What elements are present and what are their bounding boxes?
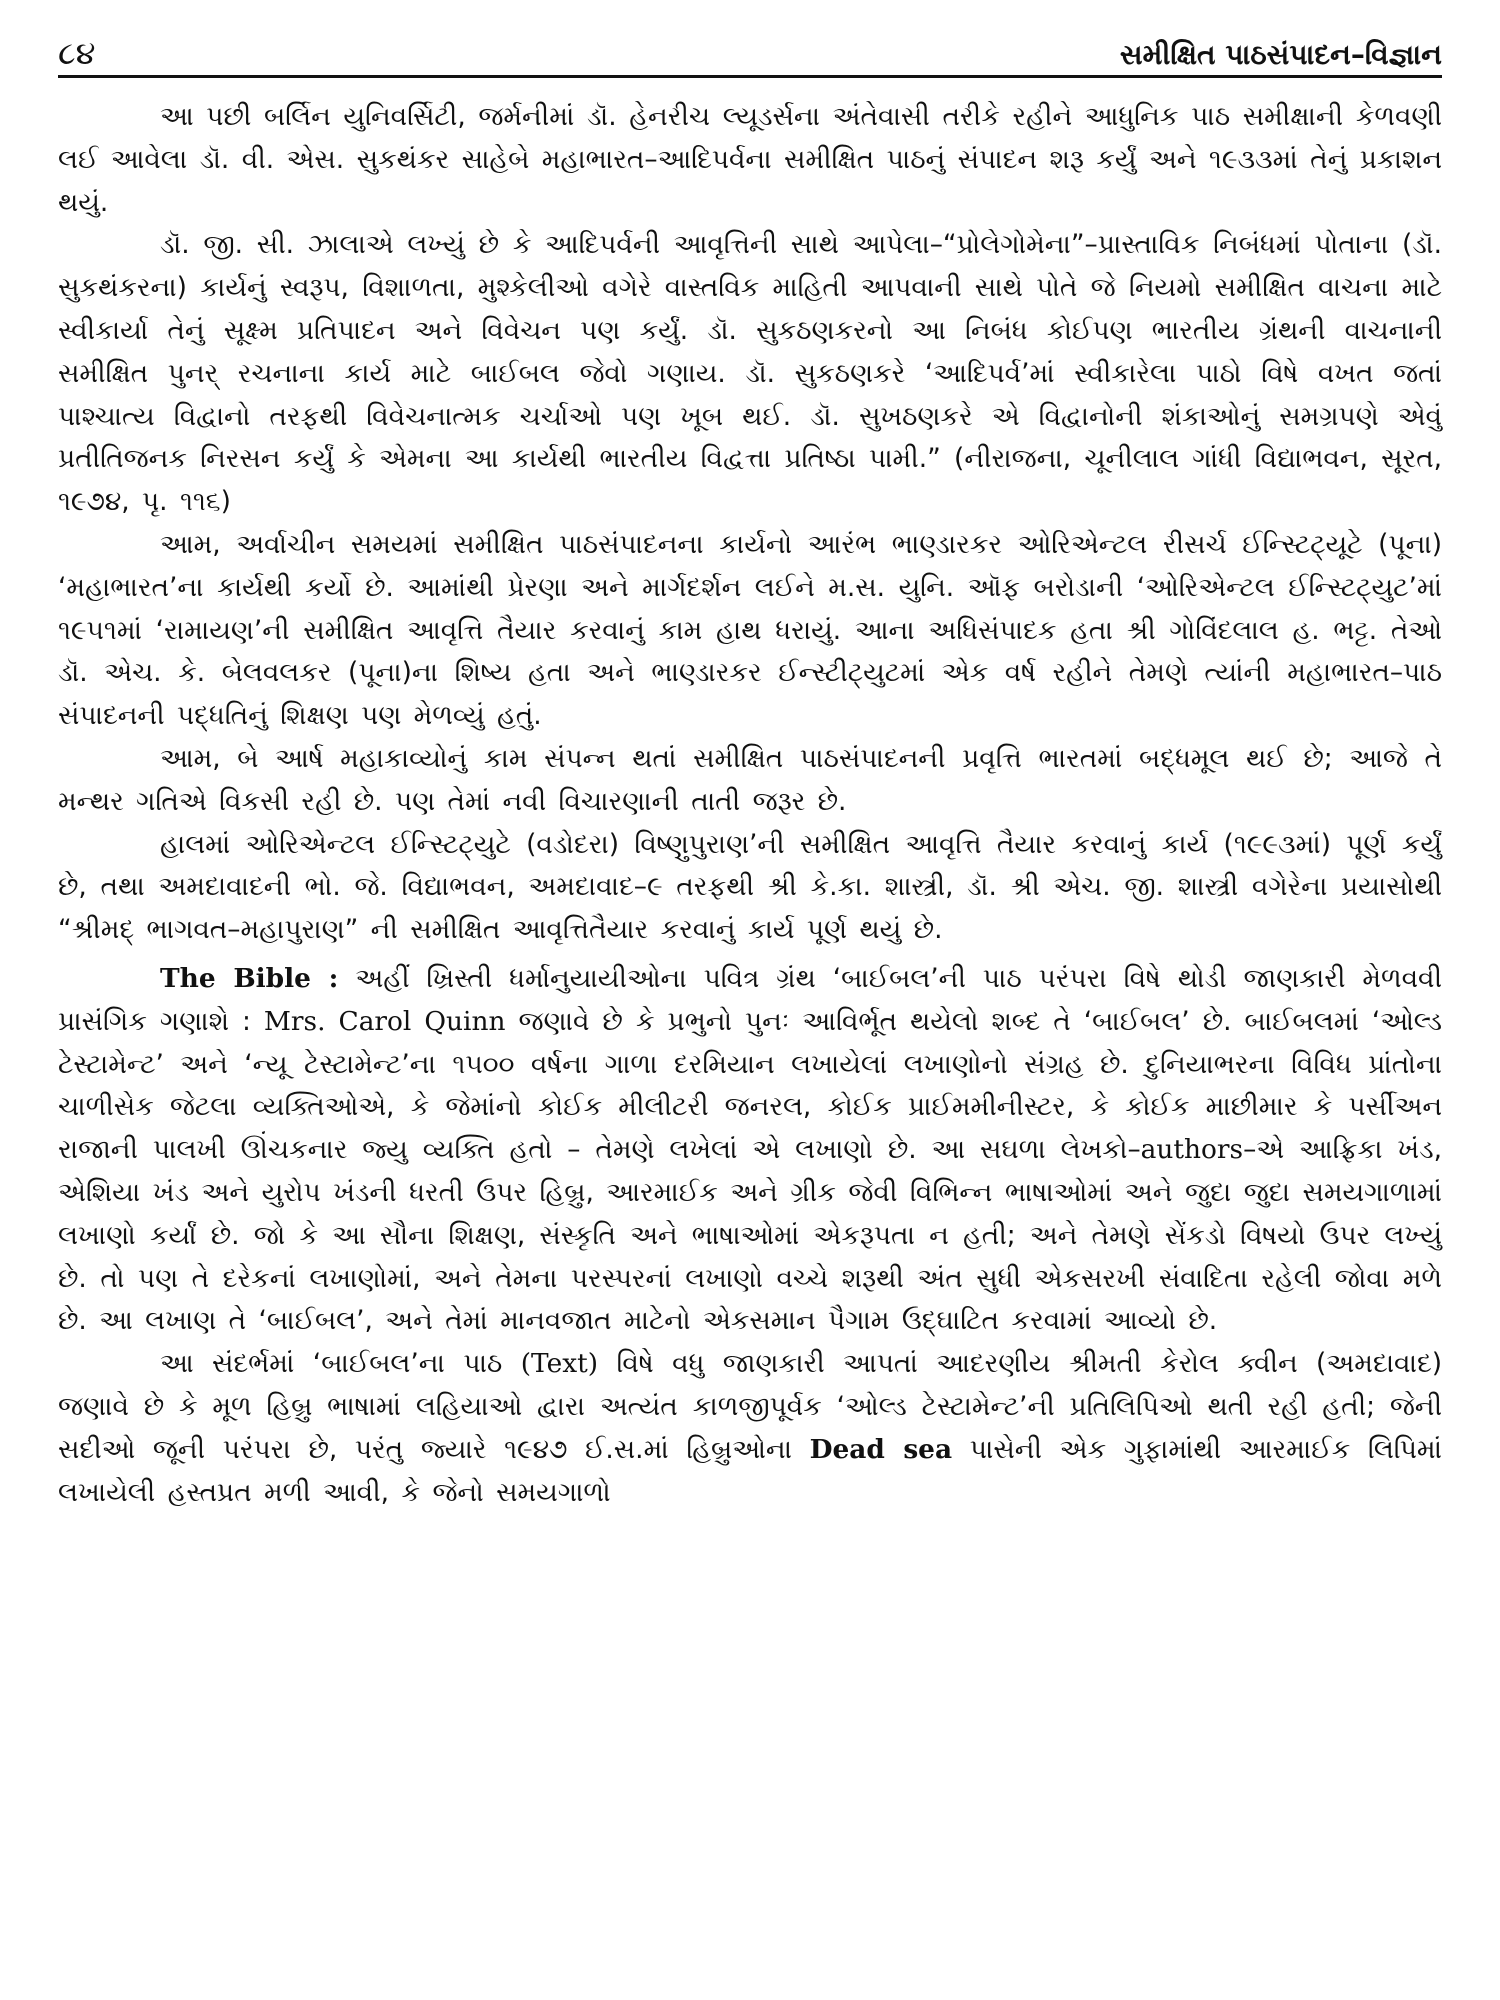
authors-word: authors — [1140, 1134, 1244, 1166]
dead-sea-word: Dead sea — [809, 1433, 953, 1465]
bible-text-part3: –એ આફ્રિકા ખંડ, એશિયા ખંડ અને યુરોપ ખંડની ધરતી ઉપર હિબ્રુ, આરમાઈક અને ગ્રીક જેવી વિભિન્ન ભાષાઓમાં અને જુદા જુદા સમયગાળામાં લખાણો કર્યાં છે. જો કે આ સૌના શિક્ષણ, સંસ્કૃતિ અને ભાષાઓમાં એકરૂપતા ન હતી; અને તેમણે સેંકડો વિષયો ઉપર લખ્યું છે. તો પણ તે દરેકનાં લખાણોમાં, અને તેમના પરસ્પરનાં લખાણો વચ્ચે શરૂથી અંત સુધી એકસરખી સંવાદિતા રહેલી જોવા મળે છે. આ લખાણ તે ‘બાઈબલ’, અને તેમાં માનવજાત માટેનો એકસમાન પૈગામ ઉદ્ઘાટિત કરવામાં આવ્યો છે. — [58, 1134, 1442, 1337]
paragraph-epics: આમ, બે આર્ષ મહાકાવ્યોનું કામ સંપન્ન થતાં સમીક્ષિત પાઠસંપાદનની પ્રવૃત્તિ ભારતમાં બદ્ધમૂલ થઈ છે; આજે તે મન્થર ગતિએ વિકસી રહી છે. પણ તેમાં નવી વિચારણાની તાતી જરૂર છે. — [58, 742, 1442, 817]
last-text-part2: વિષે વધુ જાણકારી આપતાં આદરણીય શ્રીમતી કેરોલ ક્વીન (અમદાવાદ) જણાવે છે કે મૂળ હિબ્રુ ભાષામાં લહિયાઓ દ્વારા અત્યંત કાળજીપૂર્વક ‘ઓલ્ડ ટેસ્ટામેન્ટ’ની પ્રતિલિપિઓ થતી રહી હતી; જેની સદીઓ જૂની પરંપરા છે, પરંતુ જ્યારે ૧૯૪૭ ઈ.સ.માં હિબ્રુઓના — [58, 1348, 1442, 1465]
running-title: સમીક્ષિત પાઠસંપાદન–વિજ્ઞાન — [1119, 38, 1442, 71]
paragraph-vishnupurana: હાલમાં ઓરિએન્ટલ ઈન્સ્ટિટ્યુટે (વડોદરા) વિષ્ણુપુરાણ’ની સમીક્ષિત આવૃત્તિ તૈયાર કરવાનું કાર્ય (૧૯૯૩માં) પૂર્ણ કર્યું છે, તથા અમદાવાદની ભો. જે. વિદ્યાભવન, અમદાવાદ–૯ તરફથી શ્રી કે.કા. શાસ્ત્રી, ડૉ. શ્રી એચ. જી. શાસ્ત્રી વગેરેના પ્રયાસોથી “શ્રીમદ્ ભાગવત–મહાપુરાણ” ની સમીક્ષિત આવૃત્તિતૈયાર કરવાનું કાર્ય પૂર્ણ થયું છે. — [58, 828, 1442, 946]
last-text-part3: પાસેની એક ગુફામાંથી આરમાઈક લિપિમાં લખાયેલી હસ્તપ્રત મળી આવી, કે જેનો સમયગાળો — [58, 1433, 1442, 1508]
text-word: (Text) — [520, 1348, 599, 1380]
page-number: ૮૪ — [58, 34, 96, 72]
body-text — [58, 96, 1442, 1514]
bible-text-part2: જણાવે છે કે પ્રભુનો પુનઃ આવિર્ભૂત થયેલો શબ્દ તે ‘બાઈબલ’ છે. બાઈબલમાં ‘ઓલ્ડ ટેસ્ટામેન્ટ’ અને ‘ન્યૂ ટેસ્ટામેન્ટ’ના ૧૫૦૦ વર્ષના ગાળા દરમિયાન લખાયેલાં લખાણોનો સંગ્રહ છે. દુનિયાભરના વિવિધ પ્રાંતોના ચાળીસેક જેટલા વ્યક્તિઓએ, કે જેમાંનો કોઈક મીલીટરી જનરલ, કોઈક પ્રાઈમમીનીસ્ટર, કે કોઈક માછીમાર કે પર્સીઅન રાજાની પાલખી ઊંચકનાર જ્યુ વ્યક્તિ હતો – તેમણે લખેલાં એ લખાણો છે. આ સઘળા લેખકો– — [58, 1005, 1442, 1166]
paragraph-the-bible — [58, 958, 1442, 1343]
section-lead-the-bible: The Bible : — [160, 962, 339, 994]
last-text-part1: આ સંદર્ભમાં ‘બાઈબલ’ના પાઠ — [160, 1348, 521, 1380]
paragraph-bhandarkar: આમ, અર્વાચીન સમયમાં સમીક્ષિત પાઠસંપાદનના કાર્યનો આરંભ ભાણ્ડારકર ઓરિએન્ટલ રીસર્ચ ઈન્સ્ટિટ્યૂટે (પૂના) ‘મહાભારત’ના કાર્યથી કર્યો છે. આમાંથી પ્રેરણા અને માર્ગદર્શન લઈને મ.સ. યુનિ. ઑફ બરોડાની ‘ઓરિએન્ટલ ઈન્સ્ટિટ્યુટ’માં ૧૯૫૧માં ‘રામાયણ’ની સમીક્ષિત આવૃત્તિ તૈયાર કરવાનું કામ હાથ ધરાયું. આના અધિસંપાદક હતા શ્રી ગોવિંદલાલ હ. ભટ્ટ. તેઓ ડૉ. એચ. કે. બેલવલકર (પૂના)ના શિષ્ય હતા અને ભાણ્ડારકર ઈન્સ્ટીટ્યુટમાં એક વર્ષ રહીને તેમણે ત્યાંની મહાભારત–પાઠ સંપાદનની પદ્ધતિનું શિક્ષણ પણ મેળવ્યું હતું. — [58, 528, 1442, 732]
person-name: Mrs. Carol Quinn — [263, 1005, 506, 1037]
paragraph-text-tradition — [58, 1343, 1442, 1514]
paragraph-sukthankar: આ પછી બર્લિન યુનિવર્સિટી, જર્મનીમાં ડૉ. હેનરીચ લ્યૂડર્સના અંતેવાસી તરીકે રહીને આધુનિક પાઠ સમીક્ષાની કેળવણી લઈ આવેલા ડૉ. વી. એસ. સુકથંકર સાહેબે મહાભારત–આદિપર્વના સમીક્ષિત પાઠનું સંપાદન શરૂ કર્યું અને ૧૯૩૩માં તેનું પ્રકાશન થયું. — [58, 101, 1442, 218]
paragraph-jhala-quote: ડૉ. જી. સી. ઝાલાએ લખ્યું છે કે આદિપર્વની આવૃત્તિની સાથે આપેલા–“પ્રોલેગોમેના”–પ્રાસ્તાવિક નિબંધમાં પોતાના (ડૉ. સુકથંકરના) કાર્યનું સ્વરૂપ, વિશાળતા, મુશ્કેલીઓ વગેરે વાસ્તવિક માહિતી આપવાની સાથે પોતે જે નિયમો સમીક્ષિત વાચના માટે સ્વીકાર્યા તેનું સૂક્ષ્મ પ્રતિપાદન અને વિવેચન પણ કર્યું. ડૉ. સુકઠણકરનો આ નિબંધ કોઈપણ ભારતીય ગ્રંથની વાચનાની સમીક્ષિત પુનર્ રચનાના કાર્ય માટે બાઈબલ જેવો ગણાય. ડૉ. સુકઠણકરે ‘આદિપર્વ’માં સ્વીકારેલા પાઠો વિષે વખત જતાં પાશ્ચાત્ય વિદ્વાનો તરફથી વિવેચનાત્મક ચર્ચાઓ પણ ખૂબ થઈ. ડૉ. સુખઠણકરે એ વિદ્વાનોની શંકાઓનું સમગ્રપણે એવું પ્રતીતિજનક નિરસન કર્યું કે એમના આ કાર્યથી ભારતીય વિદ્વત્તા પ્રતિષ્ઠા પામી.” (નીરાજના, ચૂનીલાલ ગાંધી વિદ્યાભવન, સૂરત, ૧૯૭૪, પૃ. ૧૧૬) — [58, 229, 1442, 518]
bible-text-part1: અહીં ખ્રિસ્તી ધર્માનુયાયીઓના પવિત્ર ગ્રંથ ‘બાઈબલ’ની પાઠ પરંપરા વિષે થોડી જાણકારી મેળવવી પ્રાસંગિક ગણાશે : — [58, 962, 1442, 1037]
page-header — [58, 20, 1442, 78]
